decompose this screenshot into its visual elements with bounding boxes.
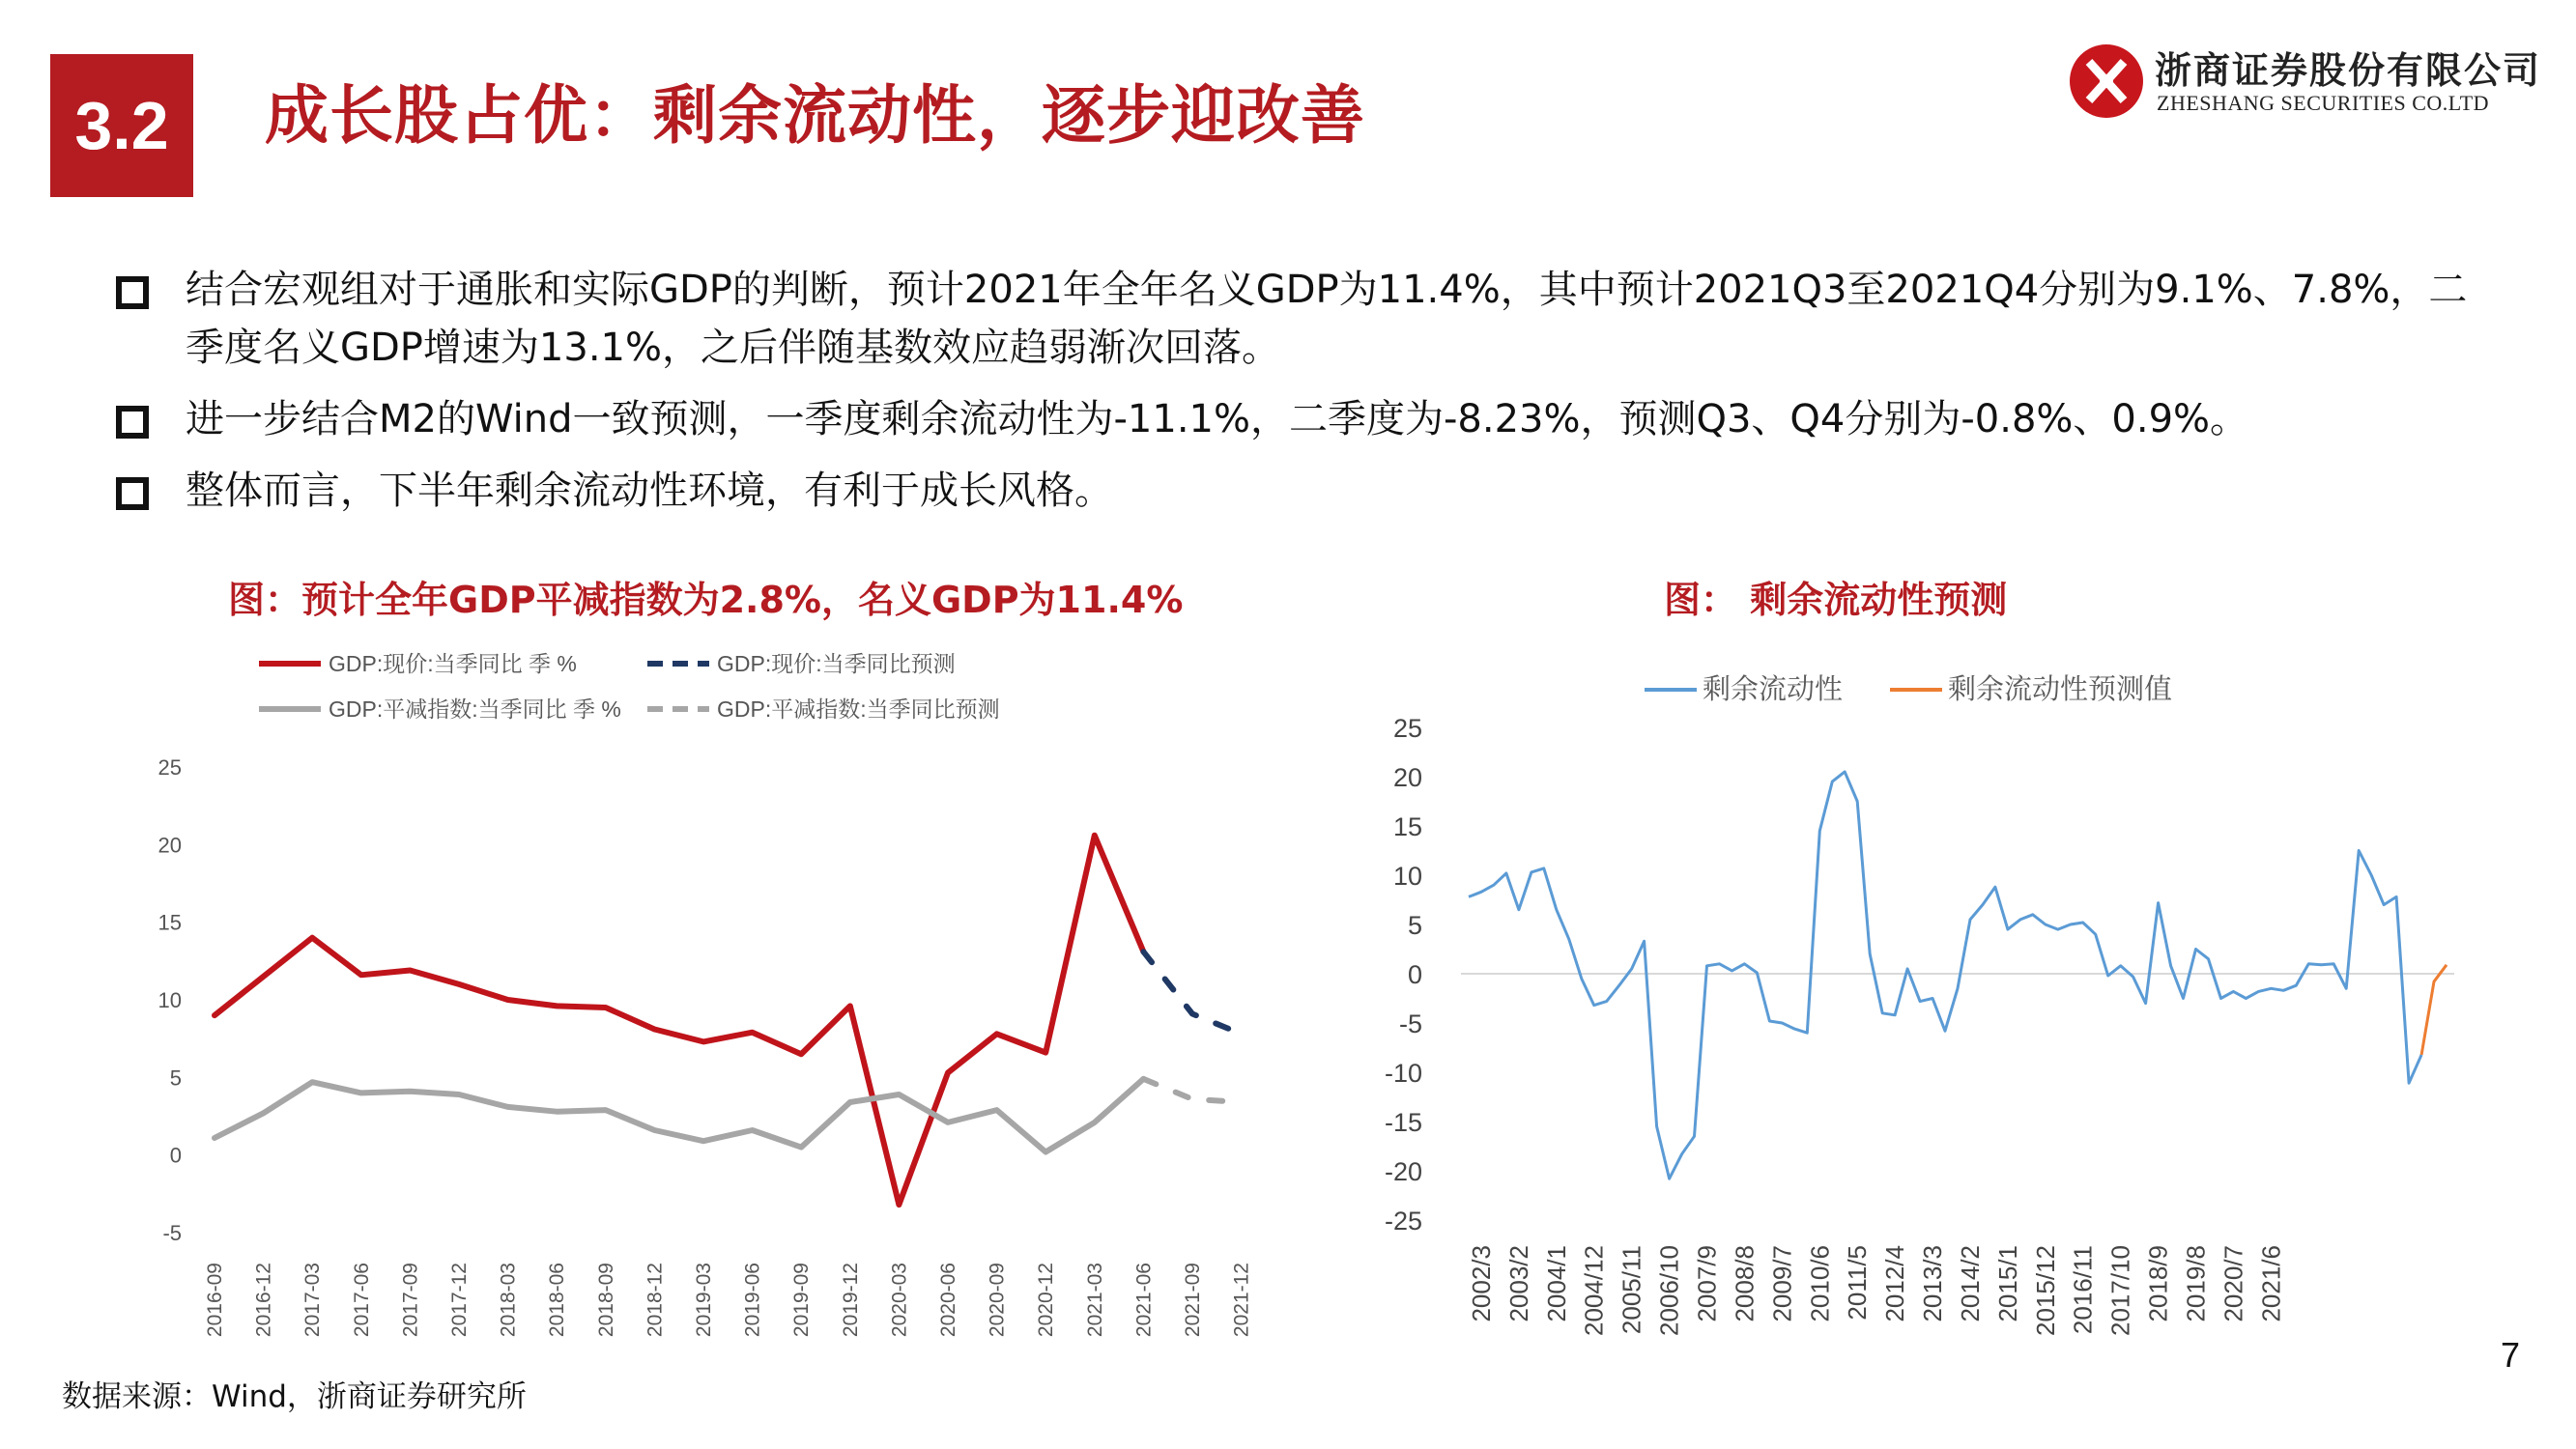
- series-line: [1143, 1079, 1241, 1102]
- x-tick-label: 2003/2: [1503, 1245, 1533, 1322]
- legend-label: GDP:平减指数:当季同比 季 %: [329, 696, 621, 722]
- bullet-text: 进一步结合M2的Wind一致预测，一季度剩余流动性为-11.1%，二季度为-8.23%，预测Q3、Q4分别为-0.8%、0.9%。: [186, 397, 2249, 441]
- x-tick-label: 2007/9: [1692, 1245, 1722, 1322]
- x-tick-label: 2019-12: [839, 1263, 862, 1338]
- chart-title-liquidity: 图： 剩余流动性预测: [1664, 579, 2008, 621]
- chart-title-gdp: 图：预计全年GDP平减指数为2.8%，名义GDP为11.4%: [228, 579, 1184, 621]
- bullet-item: [112, 261, 2479, 377]
- logo-chinese-name: 浙商证券股份有限公司: [2155, 48, 2542, 92]
- bullet-item: [112, 462, 2479, 520]
- y-tick-label: 10: [1392, 862, 1422, 891]
- square-bullet-icon: [116, 477, 149, 510]
- x-tick-label: 2018-09: [594, 1263, 617, 1338]
- x-tick-label: 2020-09: [986, 1263, 1009, 1338]
- series-line: [2421, 965, 2447, 1055]
- x-tick-label: 2008/8: [1730, 1245, 1760, 1322]
- x-tick-label: 2017-06: [350, 1263, 373, 1338]
- legend-label: GDP:平减指数:当季同比预测: [717, 696, 1000, 722]
- y-tick-label: 25: [1392, 714, 1422, 743]
- legend-label: GDP:现价:当季同比 季 %: [329, 651, 577, 676]
- square-bullet-icon: [116, 276, 149, 309]
- x-tick-label: 2019-06: [741, 1263, 764, 1338]
- x-tick-label: 2011/5: [1843, 1245, 1873, 1321]
- x-tick-label: 2017-09: [399, 1263, 422, 1338]
- x-tick-label: 2021/6: [2256, 1245, 2286, 1322]
- x-tick-label: 2018-03: [497, 1263, 520, 1338]
- legend-label: GDP:现价:当季同比预测: [717, 651, 956, 676]
- x-tick-label: 2021-09: [1182, 1263, 1204, 1338]
- bullet-text: 结合宏观组对于通胀和实际GDP的判断，预计2021年全年名义GDP为11.4%，其中预计2021Q3至2021Q4分别为9.1%、7.8%，二季度名义GDP增速为13.1%，之后伴随基数效应趋弱渐次回落。: [186, 268, 2468, 370]
- x-tick-label: 2021-03: [1083, 1263, 1106, 1338]
- x-tick-label: 2013/3: [1918, 1245, 1948, 1322]
- bullet-text: 整体而言，下半年剩余流动性环境，有利于成长风格。: [186, 469, 1113, 513]
- y-tick-label: 0: [1407, 960, 1422, 989]
- x-tick-label: 2017-12: [448, 1263, 471, 1338]
- y-tick-label: 20: [1392, 763, 1422, 792]
- company-logo: [2068, 39, 2542, 126]
- x-tick-label: 2020-06: [937, 1263, 959, 1338]
- series-line: [215, 1079, 1143, 1152]
- x-tick-label: 2004/12: [1579, 1245, 1609, 1336]
- y-tick-label: -10: [1384, 1059, 1422, 1088]
- x-tick-label: 2016-12: [252, 1263, 275, 1338]
- x-tick-label: 2019/8: [2181, 1245, 2211, 1322]
- legend-label: 剩余流动性预测值: [1948, 674, 2173, 705]
- x-tick-label: 2021-12: [1230, 1263, 1253, 1338]
- x-tick-label: 2002/3: [1466, 1245, 1496, 1322]
- x-tick-label: 2019-09: [790, 1263, 814, 1338]
- slide-title: 成长股占优：剩余流动性，逐步迎改善: [265, 78, 1365, 153]
- x-tick-label: 2019-03: [693, 1263, 715, 1338]
- logo-english-name: ZHESHANG SECURITIES CO.LTD: [2157, 91, 2490, 115]
- data-source: 数据来源：Wind，浙商证券研究所: [62, 1379, 527, 1414]
- x-tick-label: 2012/4: [1880, 1245, 1910, 1322]
- bullet-item: [112, 390, 2479, 448]
- page-number: 7: [2501, 1335, 2521, 1375]
- series-line: [1469, 772, 2421, 1179]
- x-tick-label: 2014/2: [1955, 1245, 1985, 1322]
- y-tick-label: 15: [157, 910, 182, 935]
- x-tick-label: 2015/1: [1992, 1245, 2022, 1322]
- y-tick-label: 5: [1407, 911, 1422, 940]
- y-tick-label: 20: [157, 833, 182, 858]
- x-tick-label: 2006/10: [1654, 1245, 1684, 1336]
- y-tick-label: 0: [169, 1143, 182, 1168]
- y-tick-label: -15: [1384, 1108, 1422, 1137]
- x-tick-label: 2017-03: [301, 1263, 325, 1338]
- x-tick-label: 2018-06: [546, 1263, 569, 1338]
- section-number-box: 3.2: [50, 54, 193, 197]
- y-tick-label: 15: [1392, 812, 1422, 841]
- x-tick-label: 2010/6: [1805, 1245, 1835, 1322]
- x-tick-label: 2020/7: [2218, 1245, 2248, 1322]
- x-tick-label: 2015/12: [2030, 1245, 2060, 1336]
- x-tick-label: 2016/11: [2068, 1245, 2098, 1335]
- y-tick-label: -5: [1398, 1009, 1422, 1038]
- y-tick-label: 10: [157, 988, 182, 1012]
- y-tick-label: 5: [169, 1065, 182, 1091]
- legend-label: 剩余流动性: [1703, 674, 1844, 705]
- x-tick-label: 2009/7: [1767, 1245, 1797, 1322]
- x-tick-label: 2018-12: [644, 1263, 667, 1338]
- series-line: [1143, 952, 1241, 1034]
- y-tick-label: 25: [157, 755, 182, 780]
- x-tick-label: 2021-06: [1132, 1263, 1156, 1338]
- x-tick-label: 2016-09: [204, 1263, 226, 1338]
- zheshang-logo-icon: [2068, 43, 2145, 120]
- x-tick-label: 2020-12: [1035, 1263, 1058, 1338]
- y-tick-label: -25: [1384, 1207, 1422, 1236]
- x-tick-label: 2017/10: [2105, 1245, 2135, 1336]
- x-tick-label: 2005/11: [1617, 1245, 1646, 1335]
- x-tick-label: 2020-03: [888, 1263, 911, 1338]
- series-line: [215, 836, 1143, 1205]
- gdp-chart: [126, 638, 1285, 1338]
- square-bullet-icon: [116, 406, 149, 439]
- x-tick-label: 2004/1: [1541, 1245, 1571, 1322]
- liquidity-chart: [1372, 657, 2493, 1336]
- y-tick-label: -5: [162, 1221, 182, 1245]
- y-tick-label: -20: [1384, 1157, 1422, 1186]
- bullet-list: [112, 261, 2479, 533]
- x-tick-label: 2018/9: [2143, 1245, 2173, 1322]
